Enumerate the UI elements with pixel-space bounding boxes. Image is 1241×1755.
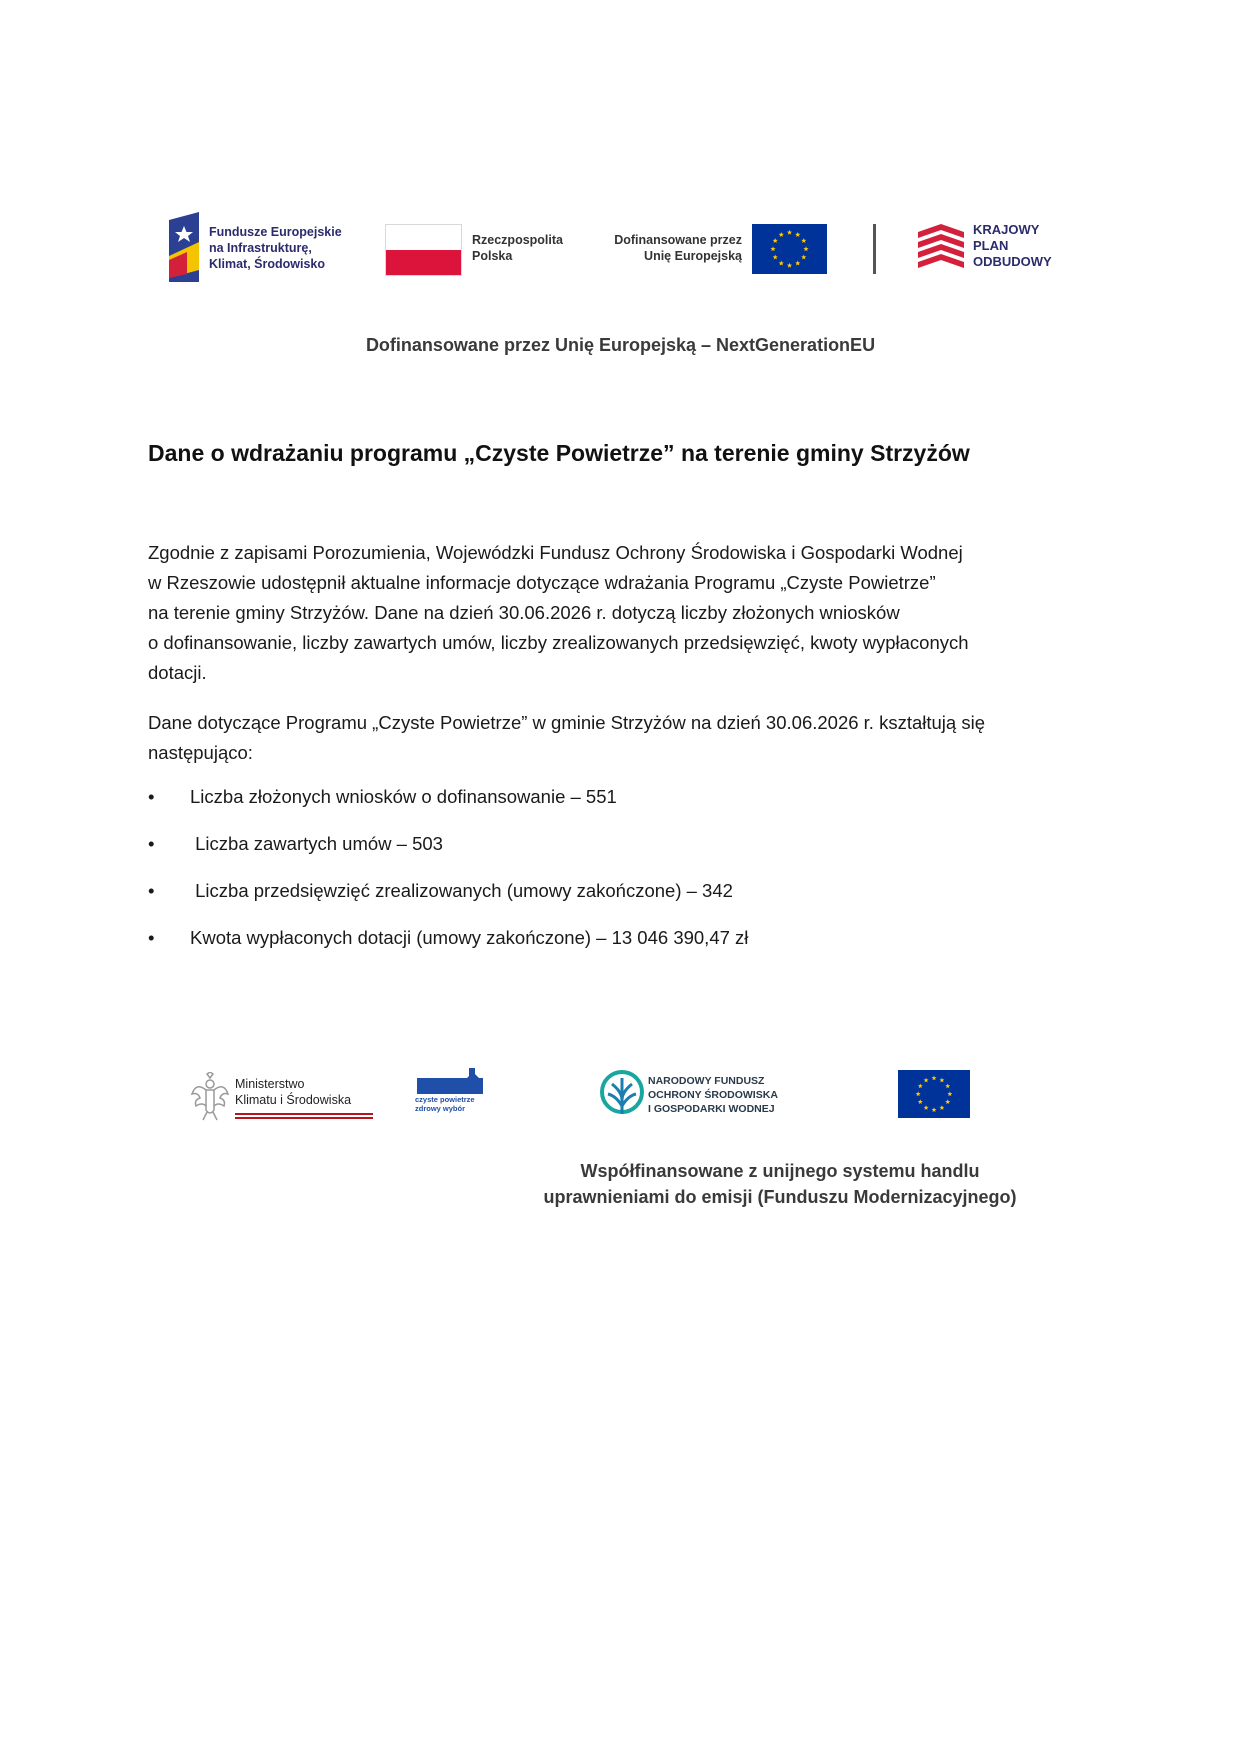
intro-paragraph: Zgodnie z zapisami Porozumienia, Wojewódzki Fundusz Ochrony Środowiska i Gospodarki Wodnej w Rzeszowie udostępnił aktualne informacje dotyczące wdrażania Programu „Czyste Powietrze” na terenie gminy Strzyżów. Dane na dzień 30.06.2026 r. dotyczą liczby złożonych wniosków o dofinansowanie, liczby zawartych umów, liczby zrealizowanych przedsięwzięć, kwoty wypłaconych dotacji.	[148, 542, 969, 683]
statistic-completed-projects: Liczba przedsięwzięć zrealizowanych (umowy zakończone) – 342	[190, 880, 733, 901]
modernization-fund-caption: Współfinansowane z unijnego systemu handlu uprawnieniami do emisji (Funduszu Modernizacyjnego)	[543, 1161, 1017, 1207]
eu-flag-icon	[752, 224, 827, 274]
flag-white-stripe	[386, 225, 461, 250]
ministerstwo-text: Ministerstwo Klimatu i Środowiska	[235, 1077, 352, 1107]
nextgeneu-caption: Dofinansowane przez Unię Europejską – NextGenerationEU	[365, 335, 876, 355]
bullet-marker: •	[148, 927, 155, 948]
czyste-powietrze-logo	[415, 1068, 485, 1128]
kpo-logo	[918, 212, 1088, 282]
flag-red-stripe	[386, 250, 461, 275]
bullet-marker: •	[148, 786, 155, 807]
polish-flag-icon	[385, 224, 462, 276]
document-title: Dane o wdrażaniu programu „Czyste Powietrze” na terenie gminy Strzyżów	[148, 440, 970, 466]
logo-divider	[873, 224, 876, 274]
eu-cofinanced-logo	[597, 212, 827, 282]
list-item	[148, 829, 1108, 876]
rzeczpospolita-polska-text: Rzeczpospolita Polska	[472, 233, 563, 263]
eu-cofinanced-text: Dofinansowane przez Unię Europejską	[614, 233, 742, 263]
data-lead-paragraph: Dane dotyczące Programu „Czyste Powietrze” w gminie Strzyżów na dzień 30.06.2026 r. kształtują się następująco:	[148, 712, 985, 763]
bullet-marker: •	[148, 880, 155, 901]
eu-flag-footer-logo	[898, 1068, 970, 1128]
house-icon	[415, 1068, 485, 1094]
list-item	[148, 782, 1108, 829]
kpo-text: KRAJOWY PLAN ODBUDOWY	[973, 222, 1052, 269]
ministerstwo-stripe	[235, 1113, 373, 1119]
statistic-grant-amount: Kwota wypłaconych dotacji (umowy zakończone) – 13 046 390,47 zł	[190, 927, 749, 948]
list-item	[148, 923, 1108, 970]
kpo-icon	[918, 224, 964, 272]
eagle-emblem-icon	[190, 1072, 230, 1122]
czyste-powietrze-text: czyste powietrze zdrowy wybór	[415, 1095, 475, 1113]
statistics-list	[148, 782, 1108, 970]
nfosigw-text: NARODOWY FUNDUSZ OCHRONY ŚRODOWISKA I GOSPODARKI WODNEJ	[648, 1075, 778, 1115]
statistic-applications: Liczba złożonych wniosków o dofinansowanie – 551	[190, 786, 617, 807]
list-item	[148, 876, 1108, 923]
rzeczpospolita-polska-logo	[385, 212, 575, 282]
fundusze-europejskie-text: Fundusze Europejskie na Infrastrukturę, Klimat, Środowisko	[209, 225, 342, 271]
eu-flag-icon	[898, 1070, 970, 1118]
nfosigw-logo	[600, 1068, 800, 1128]
fundusze-europejskie-logo	[165, 212, 365, 282]
statistic-contracts: Liczba zawartych umów – 503	[190, 833, 443, 854]
ministerstwo-logo	[190, 1068, 375, 1128]
nfosigw-icon	[600, 1070, 644, 1116]
fundusze-europejskie-icon	[165, 212, 203, 282]
bullet-marker: •	[148, 833, 155, 854]
